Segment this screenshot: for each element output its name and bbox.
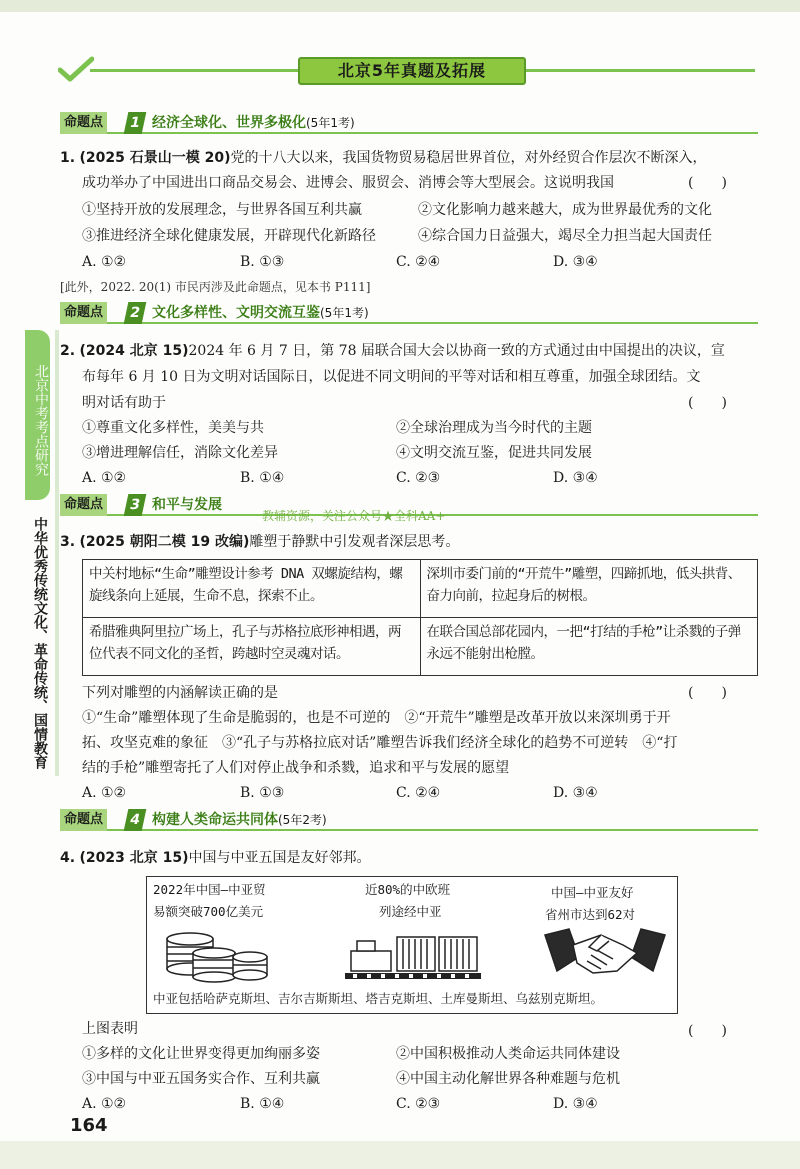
option-c[interactable]: C. ②④: [396, 785, 441, 801]
section-number: 3: [124, 494, 147, 516]
side-tab-chapter[interactable]: 北京中考考点研究: [25, 330, 50, 500]
table-row: [83, 618, 758, 676]
fig-caption: 中国—中亚友好: [551, 885, 634, 900]
table-cell: 在联合国总部花园内，一把“打结的手枪”让杀戮的子弹永远不能射出枪膛。: [420, 618, 758, 676]
sculpture-table: [82, 559, 758, 676]
statement: ③中国与中亚五国务实合作、互利共赢: [82, 1071, 320, 1087]
option-a[interactable]: A. ①②: [82, 1096, 127, 1112]
freight-train-icon: [343, 927, 483, 983]
coin-stack-icon: [163, 927, 271, 983]
q2-line2: 布每年 6 月 10 日为文明对话国际日，以促进不同文明间的平等对话和相互尊重，加强全球团结。文: [82, 369, 701, 385]
statement: ③增进理解信任，消除文化差异: [82, 445, 278, 461]
statement: ④文明交流互鉴，促进共同发展: [396, 445, 592, 461]
q1-line2: 成功举办了中国进出口商品交易会、进博会、服贸会、消博会等大型展会。这说明我国: [82, 175, 614, 191]
section-header-1: [60, 112, 758, 134]
statement: ④中国主动化解世界各种难题与危机: [396, 1071, 620, 1087]
option-a[interactable]: A. ①②: [82, 785, 127, 801]
section-title: 经济全球化、世界多极化(5年1考): [152, 115, 355, 131]
fig-caption: 省州市达到62对: [545, 907, 636, 922]
handshake-icon: [543, 923, 667, 985]
option-d[interactable]: D. ③④: [553, 254, 598, 270]
fig-caption: 列途经中亚: [379, 904, 442, 919]
page-number: 164: [70, 1115, 108, 1136]
fig-caption: 易额突破700亿美元: [153, 904, 264, 919]
question-number: 3.: [60, 534, 76, 550]
section-number: 1: [124, 112, 147, 134]
question-source: (2024 北京 15): [79, 343, 189, 359]
answer-blank[interactable]: ( ): [688, 685, 727, 701]
side-divider: [55, 330, 59, 776]
option-d[interactable]: D. ③④: [553, 785, 598, 801]
top-band: [0, 0, 800, 12]
q3-stem: 下列对雕塑的内涵解读正确的是: [82, 685, 278, 701]
section-number: 4: [124, 809, 147, 831]
bottom-band: [0, 1141, 800, 1169]
option-a[interactable]: A. ①②: [82, 470, 127, 486]
q2-line1: 2. (2024 北京 15)2024 年 6 月 7 日，第 78 届联合国大会以协商一致的方式通过由中国提出的决议，宣: [60, 343, 725, 359]
check-icon: [58, 56, 94, 82]
option-b[interactable]: B. ①③: [240, 254, 285, 270]
section-title: 和平与发展: [152, 497, 222, 513]
statement: ③推进经济全球化健康发展，开辟现代化新路径: [82, 228, 376, 244]
question-source: (2025 石景山一模 20): [79, 150, 231, 166]
answer-blank[interactable]: ( ): [688, 175, 727, 191]
question-number: 1.: [60, 150, 76, 166]
section-header-4: [60, 809, 758, 831]
infographic-figure: [146, 876, 678, 1014]
question-source: (2023 北京 15): [79, 850, 189, 866]
option-b[interactable]: B. ①④: [240, 1096, 285, 1112]
statement: ②全球治理成为当今时代的主题: [396, 420, 592, 436]
option-c[interactable]: C. ②③: [396, 1096, 441, 1112]
q3-statement-line1: ①“生命”雕塑体现了生命是脆弱的，也是不可逆的 ②“开荒牛”雕塑是改革开放以来深圳勇于开: [82, 710, 671, 726]
answer-blank[interactable]: ( ): [688, 1023, 727, 1039]
fig-caption: 2022年中国—中亚贸: [153, 882, 266, 897]
statement: ①多样的文化让世界变得更加绚丽多姿: [82, 1046, 320, 1062]
statement: ②文化影响力越来越大，成为世界最优秀的文化: [418, 202, 712, 218]
q3-line1: 3. (2025 朝阳二模 19 改编)雕塑于静默中引发观者深层思考。: [60, 534, 460, 550]
option-d[interactable]: D. ③④: [553, 1096, 598, 1112]
q3-statement-line3: 结的手枪”雕塑寄托了人们对停止战争和杀戮，追求和平与发展的愿望: [82, 760, 510, 776]
fig-footnote: 中亚包括哈萨克斯坦、吉尔吉斯斯坦、塔吉克斯坦、土库曼斯坦、乌兹别克斯坦。: [153, 991, 604, 1006]
question-number: 2.: [60, 343, 76, 359]
option-d[interactable]: D. ③④: [553, 470, 598, 486]
question-number: 4.: [60, 850, 76, 866]
section-tag: 命题点: [60, 112, 107, 134]
option-b[interactable]: B. ①④: [240, 470, 285, 486]
section-title: 文化多样性、文明交流互鉴(5年1考): [152, 305, 369, 321]
table-cell: 希腊雅典阿里拉广场上，孔子与苏格拉底形神相遇，两位代表不同文化的圣哲，跨越时空灵魂对话。: [83, 618, 421, 676]
section-header-2: [60, 302, 758, 324]
statement: ①坚持开放的发展理念，与世界各国互利共赢: [82, 202, 362, 218]
question-source: (2025 朝阳二模 19 改编): [79, 534, 250, 550]
watermark: 教辅资源，关注公众号★全科AA+: [262, 509, 446, 523]
table-row: [83, 560, 758, 618]
section-tag: 命题点: [60, 494, 107, 516]
q3-statement-line2: 拓、攻坚克难的象征 ③“孔子与苏格拉底对话”雕塑告诉我们经济全球化的趋势不可逆转 ④“打: [82, 735, 678, 751]
q4-line1: 4. (2023 北京 15)中国与中亚五国是友好邻邦。: [60, 850, 371, 866]
page-title: 北京5年真题及拓展: [298, 57, 526, 85]
statement: ②中国积极推动人类命运共同体建设: [396, 1046, 620, 1062]
cross-reference-note: [此外，2022. 20(1) 市民丙涉及此命题点，见本书 P111]: [60, 280, 371, 294]
option-c[interactable]: C. ②④: [396, 254, 441, 270]
q2-line3: 明对话有助于: [82, 395, 166, 411]
table-cell: 深圳市委门前的“开荒牛”雕塑，四蹄抓地，低头拱背、奋力向前，拉起身后的树根。: [420, 560, 758, 618]
section-number: 2: [124, 302, 147, 324]
section-title: 构建人类命运共同体(5年2考): [152, 812, 327, 828]
table-cell: 中关村地标“生命”雕塑设计参考 DNA 双螺旋结构，螺旋线条向上延展，生命不息，探索不止。: [83, 560, 421, 618]
statement: ④综合国力日益强大，竭尽全力担当起大国责任: [418, 228, 712, 244]
answer-blank[interactable]: ( ): [688, 395, 727, 411]
option-c[interactable]: C. ②③: [396, 470, 441, 486]
fig-caption: 近80%的中欧班: [365, 882, 451, 897]
section-tag: 命题点: [60, 809, 107, 831]
side-tab-topic: 中华优秀传统文化、革命传统、国情教育: [32, 517, 48, 769]
option-b[interactable]: B. ①③: [240, 785, 285, 801]
q4-stem: 上图表明: [82, 1021, 138, 1037]
statement: ①尊重文化多样性，美美与共: [82, 420, 264, 436]
option-a[interactable]: A. ①②: [82, 254, 127, 270]
q1-line1: 1. (2025 石景山一模 20)党的十八大以来，我国货物贸易稳居世界首位，对外经贸合作层次不断深入，: [60, 150, 707, 166]
section-tag: 命题点: [60, 302, 107, 324]
